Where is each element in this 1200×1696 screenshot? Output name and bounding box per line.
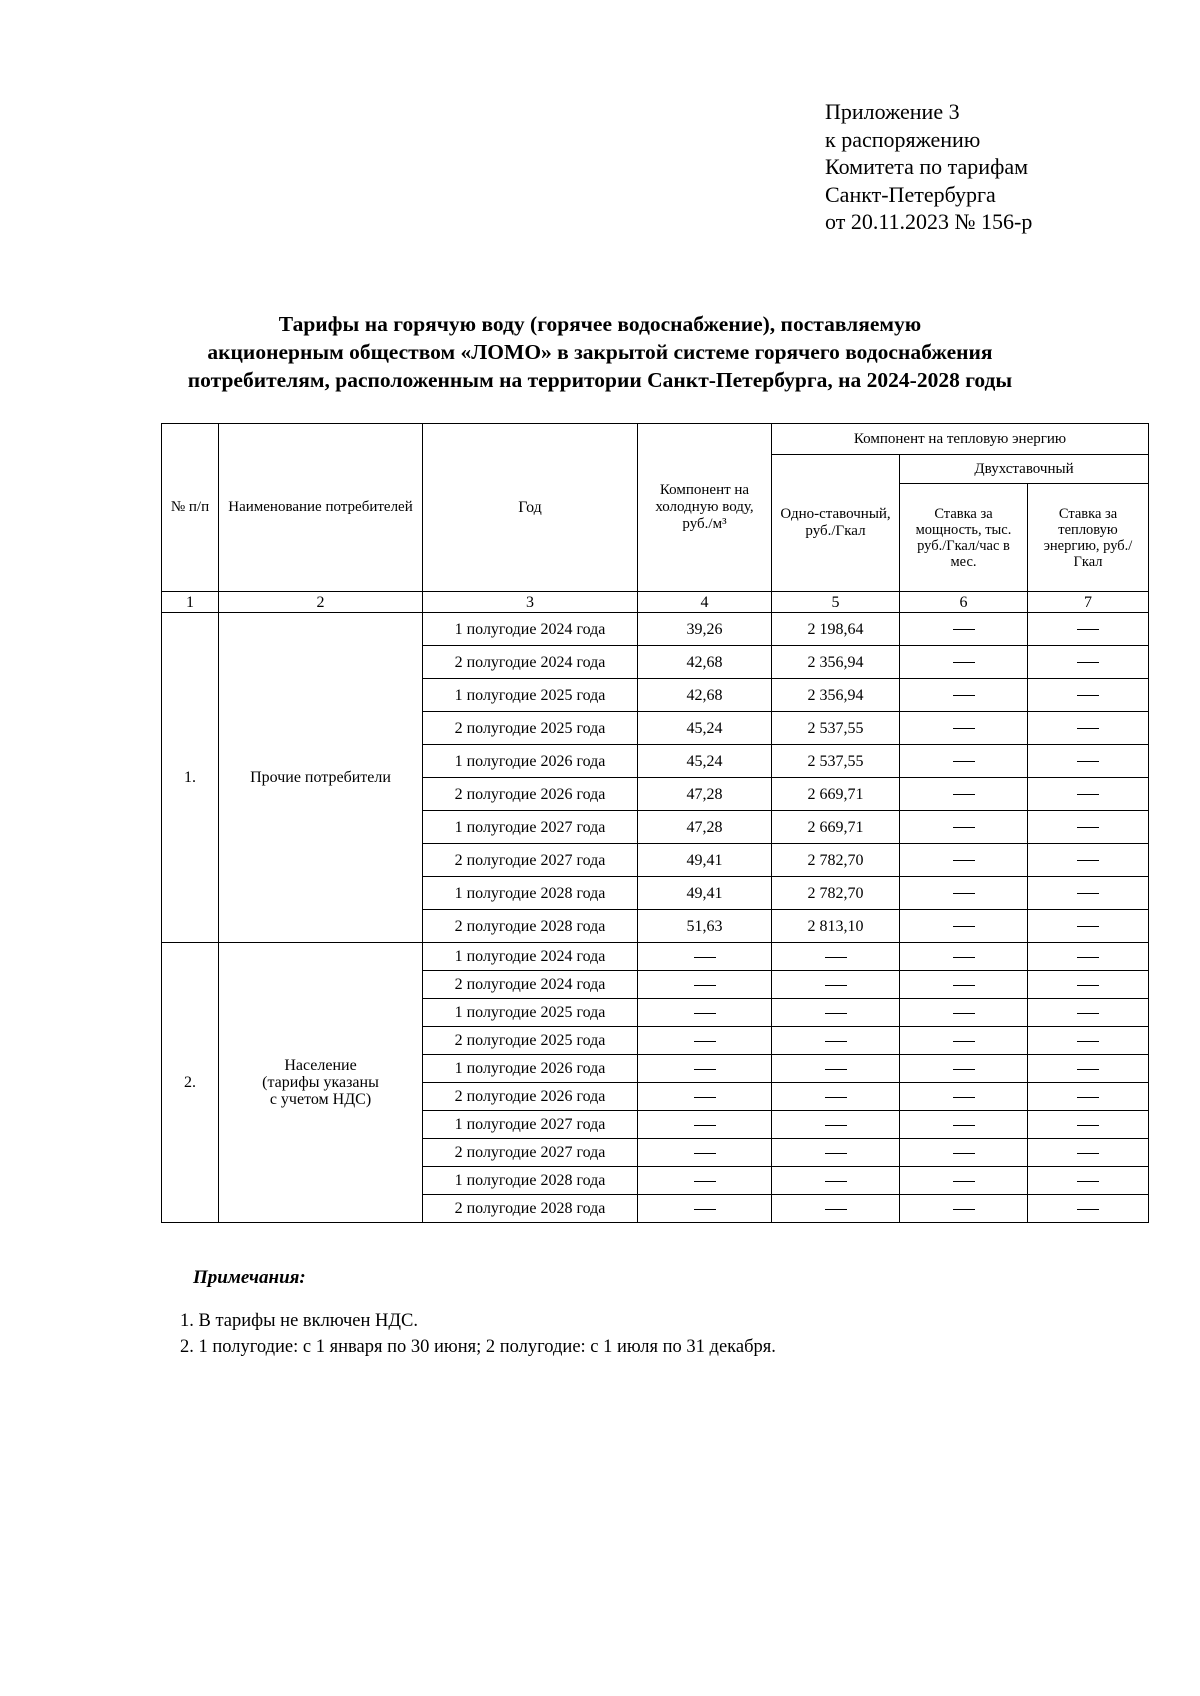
- energy-value-cell: [1028, 712, 1149, 745]
- capacity-value-cell: [900, 971, 1028, 999]
- dash-mark: [694, 1013, 716, 1014]
- period-cell: 1 полугодие 2024 года: [423, 613, 638, 646]
- annex-line: Комитета по тарифам: [825, 154, 1029, 179]
- header-cold-water: Компонент на холодную воду, руб./м³: [638, 424, 772, 592]
- energy-value-cell: [1028, 999, 1149, 1027]
- column-number: 5: [772, 592, 900, 613]
- capacity-value-cell: [900, 844, 1028, 877]
- dash-mark: [953, 926, 975, 927]
- cold-value-cell: 39,26: [638, 613, 772, 646]
- dash-mark: [694, 1125, 716, 1126]
- annex-block: [825, 98, 1032, 236]
- note-item: 2. 1 полугодие: с 1 января по 30 июня; 2 полугодие: с 1 июля по 31 декабря.: [180, 1337, 776, 1357]
- cold-value-cell: 49,41: [638, 877, 772, 910]
- capacity-value-cell: [900, 778, 1028, 811]
- cold-value-cell: 47,28: [638, 811, 772, 844]
- single-value-cell: 2 813,10: [772, 910, 900, 943]
- dash-mark: [825, 1209, 847, 1210]
- single-value-cell: [772, 1055, 900, 1083]
- capacity-value-cell: [900, 1111, 1028, 1139]
- cold-value-cell: [638, 999, 772, 1027]
- dash-mark: [953, 1097, 975, 1098]
- single-value-cell: 2 198,64: [772, 613, 900, 646]
- period-cell: 2 полугодие 2028 года: [423, 1195, 638, 1223]
- dash-mark: [1077, 728, 1099, 729]
- notes-title: Примечания:: [193, 1267, 306, 1288]
- capacity-value-cell: [900, 745, 1028, 778]
- header-energy-rate: Ставка за тепловую энергию, руб./Гкал: [1028, 484, 1149, 592]
- single-value-cell: 2 669,71: [772, 811, 900, 844]
- period-cell: 1 полугодие 2028 года: [423, 1167, 638, 1195]
- dash-mark: [1077, 662, 1099, 663]
- energy-value-cell: [1028, 811, 1149, 844]
- header-heat-group: Компонент на тепловую энергию: [772, 424, 1149, 455]
- period-cell: 1 полугодие 2028 года: [423, 877, 638, 910]
- dash-mark: [1077, 1125, 1099, 1126]
- dash-mark: [694, 957, 716, 958]
- dash-mark: [953, 1125, 975, 1126]
- dash-mark: [953, 1153, 975, 1154]
- single-value-cell: 2 782,70: [772, 877, 900, 910]
- consumer-name-line: Население: [284, 1057, 357, 1074]
- title-line: акционерным обществом «ЛОМО» в закрытой системе горячего водоснабжения: [207, 340, 993, 364]
- capacity-value-cell: [900, 811, 1028, 844]
- single-value-cell: 2 537,55: [772, 712, 900, 745]
- energy-value-cell: [1028, 1027, 1149, 1055]
- single-value-cell: 2 356,94: [772, 646, 900, 679]
- tariff-table-body: [162, 613, 1149, 1223]
- annex-line: к распоряжению: [825, 126, 981, 152]
- dash-mark: [694, 985, 716, 986]
- group-number: 2.: [162, 943, 219, 1223]
- cold-value-cell: [638, 1195, 772, 1223]
- title-line: потребителям, расположенным на территории Санкт-Петербурга, на 2024-2028 годы: [187, 368, 1013, 392]
- single-value-cell: 2 537,55: [772, 745, 900, 778]
- period-cell: 2 полугодие 2026 года: [423, 1083, 638, 1111]
- header-consumer: Наименование потребителей: [219, 424, 423, 592]
- capacity-value-cell: [900, 1027, 1028, 1055]
- dash-mark: [694, 1097, 716, 1098]
- dash-mark: [953, 1013, 975, 1014]
- table-row: [162, 943, 1149, 971]
- energy-value-cell: [1028, 1083, 1149, 1111]
- capacity-value-cell: [900, 877, 1028, 910]
- dash-mark: [1077, 860, 1099, 861]
- dash-mark: [1077, 1013, 1099, 1014]
- single-value-cell: 2 782,70: [772, 844, 900, 877]
- energy-value-cell: [1028, 1139, 1149, 1167]
- capacity-value-cell: [900, 646, 1028, 679]
- dash-mark: [953, 794, 975, 795]
- dash-mark: [1077, 893, 1099, 894]
- consumer-name-line: с учетом НДС): [269, 1091, 372, 1108]
- period-cell: 1 полугодие 2025 года: [423, 999, 638, 1027]
- dash-mark: [825, 1181, 847, 1182]
- capacity-value-cell: [900, 910, 1028, 943]
- notes-list: [180, 1308, 776, 1360]
- dash-mark: [1077, 827, 1099, 828]
- dash-mark: [953, 957, 975, 958]
- period-cell: 1 полугодие 2025 года: [423, 679, 638, 712]
- capacity-value-cell: [900, 943, 1028, 971]
- cold-value-cell: [638, 1139, 772, 1167]
- single-value-cell: 2 356,94: [772, 679, 900, 712]
- dash-mark: [1077, 629, 1099, 630]
- header-num: № п/п: [162, 424, 219, 592]
- annex-line: от 20.11.2023 № 156-р: [825, 209, 1033, 234]
- dash-mark: [825, 1097, 847, 1098]
- period-cell: 2 полугодие 2024 года: [423, 971, 638, 999]
- period-cell: 1 полугодие 2026 года: [423, 1055, 638, 1083]
- dash-mark: [953, 860, 975, 861]
- dash-mark: [953, 761, 975, 762]
- table-row: [162, 613, 1149, 646]
- capacity-value-cell: [900, 999, 1028, 1027]
- energy-value-cell: [1028, 613, 1149, 646]
- column-number: 7: [1028, 592, 1149, 613]
- period-cell: 1 полугодие 2024 года: [423, 943, 638, 971]
- single-value-cell: [772, 1167, 900, 1195]
- single-value-cell: [772, 1083, 900, 1111]
- dash-mark: [1077, 1181, 1099, 1182]
- period-cell: 2 полугодие 2025 года: [423, 1027, 638, 1055]
- period-cell: 2 полугодие 2025 года: [423, 712, 638, 745]
- dash-mark: [1077, 957, 1099, 958]
- dash-mark: [694, 1069, 716, 1070]
- dash-mark: [953, 1041, 975, 1042]
- cold-value-cell: [638, 971, 772, 999]
- dash-mark: [1077, 985, 1099, 986]
- column-number: 2: [219, 592, 423, 613]
- dash-mark: [1077, 794, 1099, 795]
- dash-mark: [953, 1209, 975, 1210]
- dash-mark: [825, 1069, 847, 1070]
- single-value-cell: [772, 1027, 900, 1055]
- capacity-value-cell: [900, 613, 1028, 646]
- period-cell: 1 полугодие 2027 года: [423, 1111, 638, 1139]
- cold-value-cell: 42,68: [638, 646, 772, 679]
- column-number: 3: [423, 592, 638, 613]
- period-cell: 1 полугодие 2027 года: [423, 811, 638, 844]
- dash-mark: [694, 1181, 716, 1182]
- capacity-value-cell: [900, 679, 1028, 712]
- column-number: 6: [900, 592, 1028, 613]
- energy-value-cell: [1028, 1167, 1149, 1195]
- cold-value-cell: [638, 1167, 772, 1195]
- dash-mark: [953, 1181, 975, 1182]
- capacity-value-cell: [900, 1139, 1028, 1167]
- consumer-name-line: (тарифы указаны: [262, 1074, 379, 1091]
- dash-mark: [825, 1013, 847, 1014]
- energy-value-cell: [1028, 679, 1149, 712]
- period-cell: 2 полугодие 2028 года: [423, 910, 638, 943]
- single-value-cell: [772, 1139, 900, 1167]
- header-year: Год: [423, 424, 638, 592]
- capacity-value-cell: [900, 1195, 1028, 1223]
- cold-value-cell: 45,24: [638, 712, 772, 745]
- cold-value-cell: 45,24: [638, 745, 772, 778]
- dash-mark: [694, 1041, 716, 1042]
- single-value-cell: [772, 999, 900, 1027]
- cold-value-cell: 51,63: [638, 910, 772, 943]
- dash-mark: [953, 728, 975, 729]
- energy-value-cell: [1028, 971, 1149, 999]
- header-single-rate: Одно-ставочный, руб./Гкал: [772, 455, 900, 592]
- single-value-cell: [772, 971, 900, 999]
- dash-mark: [1077, 1209, 1099, 1210]
- energy-value-cell: [1028, 1111, 1149, 1139]
- annex-line: Приложение 3: [825, 99, 960, 124]
- annex-line: Санкт-Петербурга: [825, 181, 996, 207]
- cold-value-cell: [638, 1083, 772, 1111]
- column-number: 1: [162, 592, 219, 613]
- dash-mark: [953, 893, 975, 894]
- energy-value-cell: [1028, 1055, 1149, 1083]
- energy-value-cell: [1028, 1195, 1149, 1223]
- cold-value-cell: 42,68: [638, 679, 772, 712]
- dash-mark: [1077, 1041, 1099, 1042]
- dash-mark: [953, 1069, 975, 1070]
- period-cell: 2 полугодие 2027 года: [423, 1139, 638, 1167]
- cold-value-cell: 49,41: [638, 844, 772, 877]
- period-cell: 2 полугодие 2027 года: [423, 844, 638, 877]
- dash-mark: [825, 1153, 847, 1154]
- energy-value-cell: [1028, 877, 1149, 910]
- dash-mark: [953, 985, 975, 986]
- header-two-rate: Двухставочный: [900, 455, 1149, 484]
- single-value-cell: 2 669,71: [772, 778, 900, 811]
- energy-value-cell: [1028, 778, 1149, 811]
- energy-value-cell: [1028, 844, 1149, 877]
- column-number-row: [162, 592, 1149, 613]
- period-cell: 2 полугодие 2024 года: [423, 646, 638, 679]
- dash-mark: [953, 695, 975, 696]
- dash-mark: [1077, 1069, 1099, 1070]
- capacity-value-cell: [900, 1083, 1028, 1111]
- period-cell: 1 полугодие 2026 года: [423, 745, 638, 778]
- column-number: 4: [638, 592, 772, 613]
- energy-value-cell: [1028, 910, 1149, 943]
- dash-mark: [953, 662, 975, 663]
- dash-mark: [953, 629, 975, 630]
- header-capacity-rate: Ставка за мощность, тыс. руб./Гкал/час в мес.: [900, 484, 1028, 592]
- capacity-value-cell: [900, 712, 1028, 745]
- dash-mark: [825, 1125, 847, 1126]
- dash-mark: [825, 985, 847, 986]
- capacity-value-cell: [900, 1167, 1028, 1195]
- cold-value-cell: [638, 1111, 772, 1139]
- dash-mark: [1077, 695, 1099, 696]
- dash-mark: [694, 1153, 716, 1154]
- note-item: 1. В тарифы не включен НДС.: [180, 1311, 418, 1331]
- energy-value-cell: [1028, 646, 1149, 679]
- cold-value-cell: [638, 1055, 772, 1083]
- document-title: [150, 310, 1050, 394]
- energy-value-cell: [1028, 943, 1149, 971]
- energy-value-cell: [1028, 745, 1149, 778]
- dash-mark: [1077, 1153, 1099, 1154]
- group-number: 1.: [162, 613, 219, 943]
- single-value-cell: [772, 943, 900, 971]
- group-consumer-name: [219, 943, 423, 1223]
- period-cell: 2 полугодие 2026 года: [423, 778, 638, 811]
- dash-mark: [953, 827, 975, 828]
- tariff-table: [161, 423, 1149, 1223]
- dash-mark: [694, 1209, 716, 1210]
- dash-mark: [825, 957, 847, 958]
- single-value-cell: [772, 1111, 900, 1139]
- dash-mark: [1077, 761, 1099, 762]
- cold-value-cell: [638, 943, 772, 971]
- title-line: Тарифы на горячую воду (горячее водоснабжение), поставляемую: [278, 312, 922, 336]
- cold-value-cell: 47,28: [638, 778, 772, 811]
- dash-mark: [1077, 1097, 1099, 1098]
- dash-mark: [1077, 926, 1099, 927]
- dash-mark: [825, 1041, 847, 1042]
- single-value-cell: [772, 1195, 900, 1223]
- capacity-value-cell: [900, 1055, 1028, 1083]
- group-consumer-name: Прочие потребители: [219, 613, 423, 943]
- cold-value-cell: [638, 1027, 772, 1055]
